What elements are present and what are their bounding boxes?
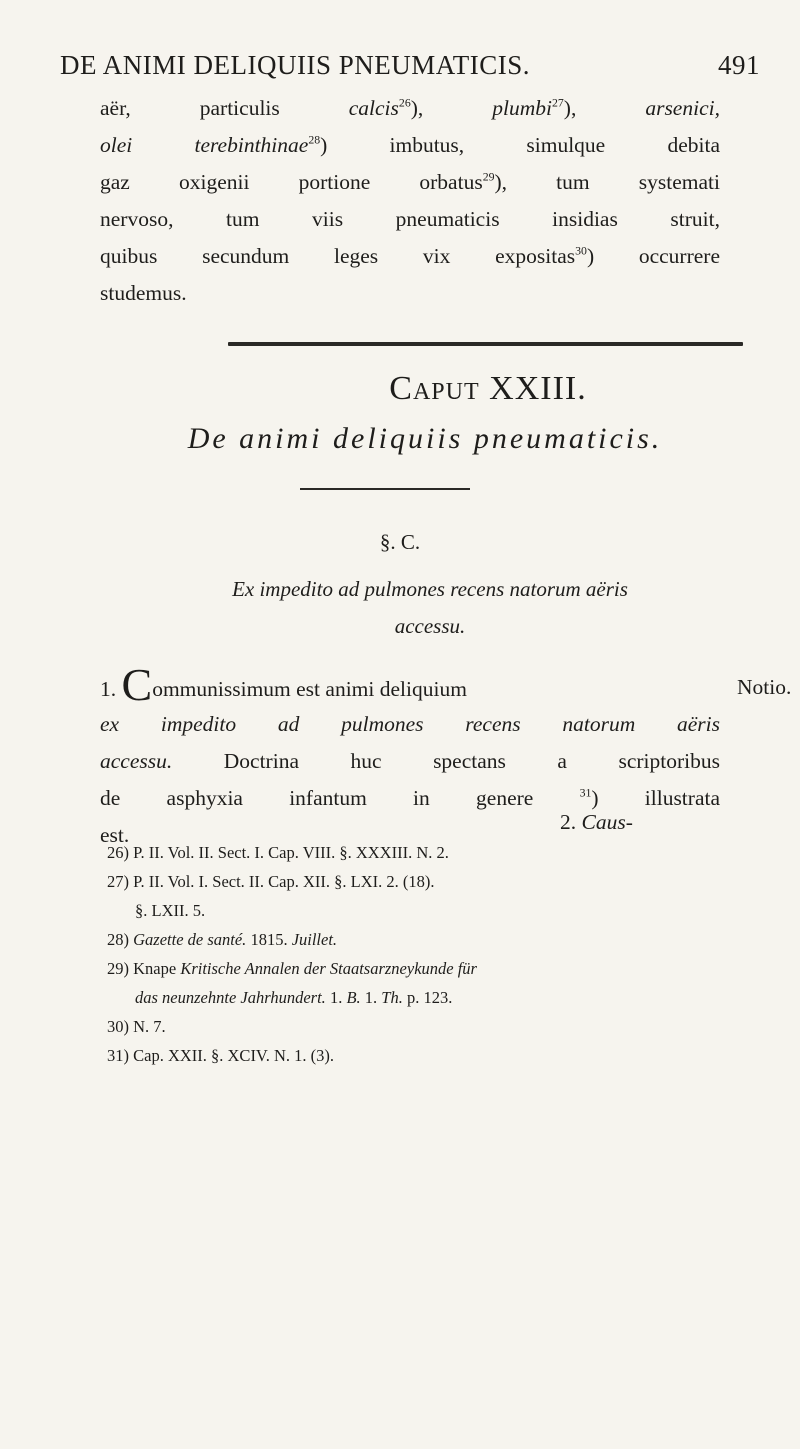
- text-line: de asphyxia infantum in genere $^{31}$) illustrata: [100, 785, 721, 810]
- catchword: 2. Caus-: [560, 810, 633, 834]
- section-title-line-1: Ex impedito ad pulmones recens natorum aëris: [232, 577, 628, 601]
- footnote: 31) Cap. XXII. §. XCIV. N. 1. (3).: [107, 1046, 335, 1065]
- running-header: [60, 50, 760, 81]
- text-line: olei terebinthinae$^{28}$) imbutus, simulque debita: [100, 132, 720, 157]
- intro-paragraph: [100, 96, 720, 318]
- footnote-ref: 31: [579, 785, 592, 800]
- margin-note: Notio.: [737, 675, 792, 699]
- running-title: DE ANIMI DELIQUIIS PNEUMATICIS.: [60, 50, 530, 80]
- text-line: quibus secundum leges vix expositas$^{30}$) occurrere: [100, 243, 721, 268]
- subtitle-rule: [300, 488, 470, 490]
- footnotes: [107, 843, 727, 1075]
- footnote-continuation: §. LXII. 5.: [135, 901, 206, 920]
- footnote: 29) Knape Kritische Annalen der Staatsarzneykunde für: [107, 959, 477, 978]
- text-line: gaz oxigenii portione orbatus$^{29}$), tum systemati: [100, 169, 720, 194]
- chapter-rule: [228, 342, 743, 346]
- text-line: nervoso, tum viis pneumaticis insidias struit,: [100, 207, 720, 231]
- section-mark: §. C.: [379, 530, 421, 554]
- footnote: 28) Gazette de santé. 1815. Juillet.: [107, 930, 338, 949]
- footnote-ref: 29: [482, 169, 495, 184]
- section-title-line-2: accessu.: [394, 614, 466, 638]
- text-line: 1. Communissimum est animi deliquium: [100, 659, 467, 710]
- page-number: 491: [718, 50, 760, 80]
- text-line: aër, particulis calcis$^{26}$), plumbi$^{27}$), arsenici,: [100, 95, 720, 120]
- footnote-ref: 27: [551, 95, 564, 110]
- footnote: 27) P. II. Vol. I. Sect. II. Cap. XII. §. LXI. 2. (18).: [107, 872, 435, 891]
- footnote-ref: 26: [398, 95, 411, 110]
- paragraph-number: 1.: [100, 677, 117, 701]
- drop-cap: C: [121, 659, 153, 710]
- text-line: est.: [100, 823, 130, 847]
- footnote-ref: 30: [575, 243, 587, 258]
- text-line: accessu. Doctrina huc spectans a scriptoribus: [100, 749, 720, 773]
- text-line: ex impedito ad pulmones recens natorum aëris: [100, 712, 720, 736]
- footnote: 26) P. II. Vol. II. Sect. I. Cap. VIII. §. XXXIII. N. 2.: [107, 843, 449, 862]
- chapter-heading: Caput XXIII.: [389, 370, 587, 407]
- footnote: 30) N. 7.: [107, 1017, 166, 1036]
- text-line: studemus.: [100, 281, 187, 305]
- chapter-subtitle: De animi deliquiis pneumaticis.: [187, 422, 663, 455]
- footnote-continuation: das neunzehnte Jahrhundert. 1. B. 1. Th. p. 123.: [135, 988, 453, 1007]
- footnote-ref: 28: [308, 132, 321, 147]
